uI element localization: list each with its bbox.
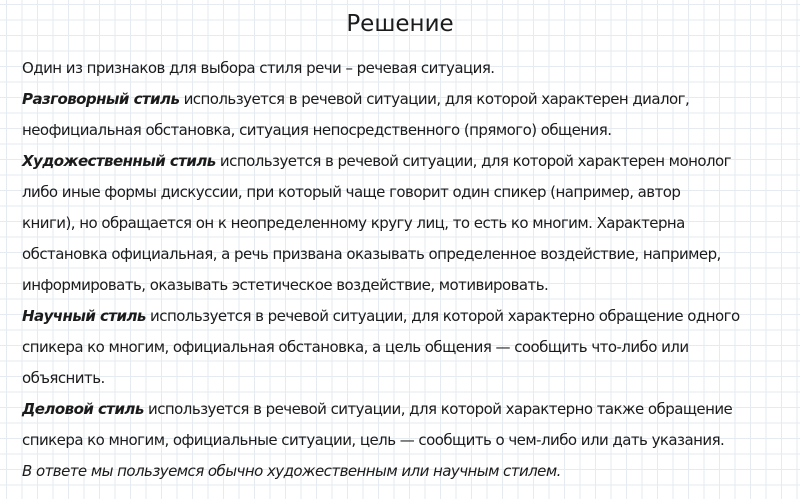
- style-artistic-line-5: информировать, оказывать эстетическое воздействие, мотивировать.: [22, 276, 549, 294]
- solution-text: [22, 53, 792, 487]
- intro-line: Один из признаков для выбора стиля речи – речевая ситуация.: [22, 59, 495, 77]
- style-scientific-line-1: [22, 301, 792, 332]
- style-text: используется в речевой ситуации, для которой характерен монолог: [215, 152, 731, 170]
- style-artistic-line-4: обстановка официальная, а речь призвана оказывать определенное воздействие, например,: [22, 245, 721, 263]
- style-term-artistic: Художественный стиль: [22, 152, 216, 170]
- style-text: используется в речевой ситуации, для которой характерно также обращение: [143, 400, 733, 418]
- style-business-line-1: [22, 394, 792, 425]
- style-text: используется в речевой ситуации, для которой характерно обращение одного: [145, 307, 740, 325]
- style-text: используется в речевой ситуации, для которой характерен диалог,: [179, 90, 690, 108]
- style-term-scientific: Научный стиль: [22, 307, 146, 325]
- style-artistic-line-3: книги), но обращается он к неопределенному кругу лиц, то есть ко многим. Характерна: [22, 214, 685, 232]
- style-term-conversational: Разговорный стиль: [22, 90, 180, 108]
- style-scientific-line-3: объяснить.: [22, 369, 105, 387]
- style-business-line-2: спикера ко многим, официальные ситуации, цель — сообщить о чем-либо или дать указания.: [22, 431, 725, 449]
- page-title: Решение: [346, 11, 454, 37]
- style-artistic-line-1: [22, 146, 792, 177]
- style-artistic-line-2: либо иные формы дискуссии, при который чаще говорит один спикер (например, автор: [22, 183, 681, 201]
- conclusion-line: В ответе мы пользуемся обычно художественным или научным стилем.: [22, 462, 561, 480]
- style-conversational-line-2: неофициальная обстановка, ситуация непосредственного (прямого) общения.: [22, 121, 612, 139]
- style-scientific-line-2: спикера ко многим, официальная обстановка, а цель общения — сообщить что-либо или: [22, 338, 689, 356]
- style-term-business: Деловой стиль: [22, 400, 144, 418]
- style-conversational-line-1: [22, 84, 792, 115]
